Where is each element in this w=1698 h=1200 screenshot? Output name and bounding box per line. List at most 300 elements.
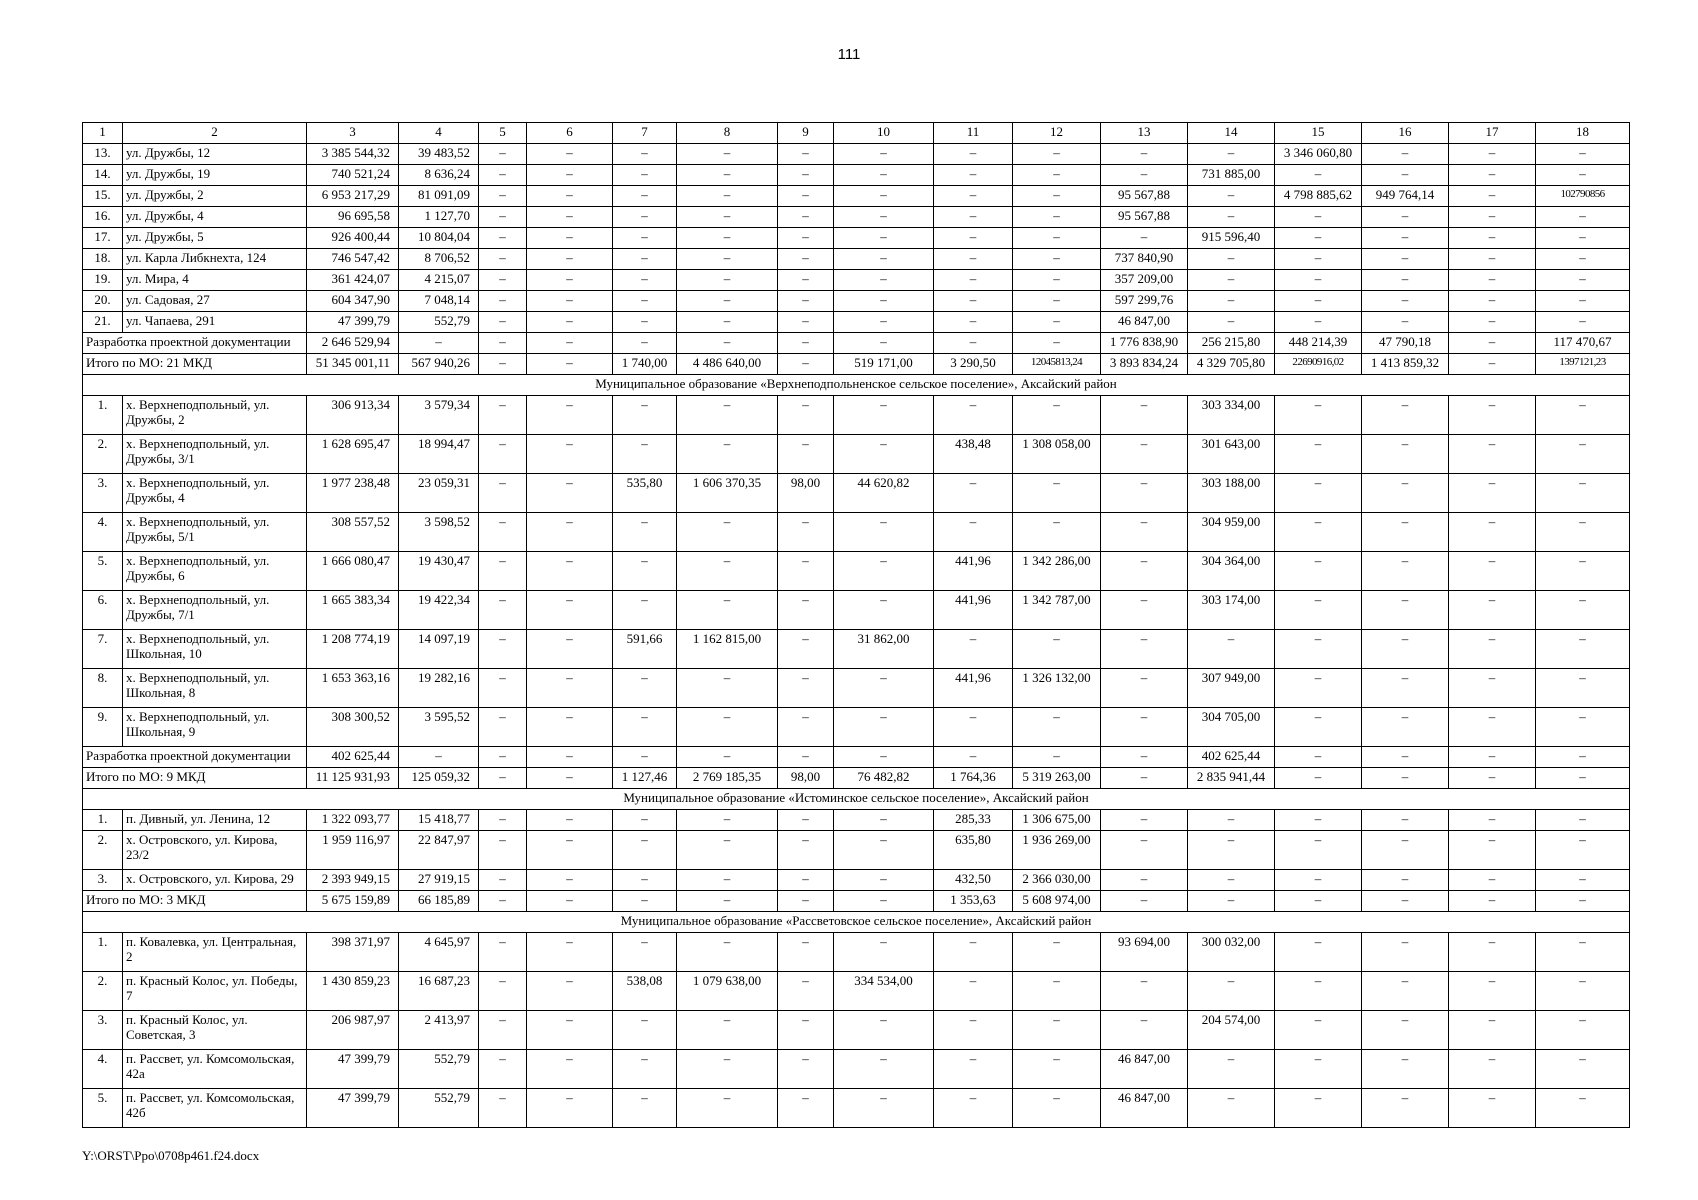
column-header: 5 (479, 123, 527, 144)
value-cell: 1 162 815,00 (677, 630, 778, 669)
value-cell: – (1275, 708, 1362, 747)
value-cell: 303 188,00 (1188, 474, 1275, 513)
row-number: 2. (83, 972, 123, 1011)
value-cell: – (1362, 291, 1449, 312)
value-cell: 538,08 (613, 972, 677, 1011)
value-cell: – (834, 291, 934, 312)
row-address: ул. Дружбы, 5 (123, 228, 307, 249)
value-cell: – (834, 513, 934, 552)
value-cell: – (677, 1050, 778, 1089)
value-cell: 46 847,00 (1101, 1089, 1188, 1128)
value-cell: – (479, 186, 527, 207)
value-cell: – (778, 228, 834, 249)
value-cell: 441,96 (934, 591, 1013, 630)
value-cell: 308 300,52 (307, 708, 399, 747)
value-cell: 2 769 185,35 (677, 768, 778, 789)
value-cell: 304 959,00 (1188, 513, 1275, 552)
value-cell: 1 628 695,47 (307, 435, 399, 474)
value-cell: 441,96 (934, 552, 1013, 591)
value-cell: 16 687,23 (399, 972, 479, 1011)
value-cell: 285,33 (934, 810, 1013, 831)
row-number: 5. (83, 1089, 123, 1128)
value-cell: 432,50 (934, 870, 1013, 891)
value-cell: – (527, 870, 613, 891)
value-cell: – (399, 333, 479, 354)
value-cell: – (1536, 891, 1630, 912)
value-cell: – (934, 1050, 1013, 1089)
row-address: х. Верхнеподпольный, ул. Школьная, 9 (123, 708, 307, 747)
value-cell: – (1362, 1089, 1449, 1128)
value-cell: – (1362, 144, 1449, 165)
value-cell: – (1101, 396, 1188, 435)
value-cell: – (1275, 669, 1362, 708)
value-cell: 2 413,97 (399, 1011, 479, 1050)
row-number: 15. (83, 186, 123, 207)
value-cell: – (778, 630, 834, 669)
value-cell: 19 422,34 (399, 591, 479, 630)
row-address: ул. Карла Либкнехта, 124 (123, 249, 307, 270)
value-cell: – (527, 144, 613, 165)
value-cell: – (613, 312, 677, 333)
table-row (83, 630, 1630, 669)
value-cell: 1 127,46 (613, 768, 677, 789)
value-cell: 95 567,88 (1101, 207, 1188, 228)
value-cell: – (1188, 810, 1275, 831)
value-cell: 125 059,32 (399, 768, 479, 789)
value-cell: – (834, 810, 934, 831)
value-cell: 5 319 263,00 (1013, 768, 1101, 789)
value-cell: – (1013, 1089, 1101, 1128)
value-cell: – (527, 291, 613, 312)
value-cell: – (1188, 870, 1275, 891)
value-cell: – (1101, 831, 1188, 870)
value-cell: – (677, 870, 778, 891)
value-cell: – (1101, 630, 1188, 669)
value-cell: – (1275, 810, 1362, 831)
value-cell: – (1275, 972, 1362, 1011)
value-cell: – (479, 165, 527, 186)
table-row (83, 291, 1630, 312)
value-cell: – (1013, 513, 1101, 552)
value-cell: 926 400,44 (307, 228, 399, 249)
summary-row (83, 768, 1630, 789)
value-cell: – (934, 333, 1013, 354)
value-cell: 8 636,24 (399, 165, 479, 186)
value-cell: – (1449, 810, 1536, 831)
value-cell: – (527, 186, 613, 207)
value-cell: 3 598,52 (399, 513, 479, 552)
value-cell: – (479, 669, 527, 708)
value-cell: 204 574,00 (1188, 1011, 1275, 1050)
column-header: 4 (399, 123, 479, 144)
value-cell: – (613, 228, 677, 249)
value-cell: – (1362, 630, 1449, 669)
value-cell: – (1536, 312, 1630, 333)
value-cell: – (1275, 768, 1362, 789)
value-cell: – (1536, 144, 1630, 165)
value-cell: – (934, 144, 1013, 165)
row-label: Итого по МО: 9 МКД (83, 768, 307, 789)
value-cell: – (1536, 870, 1630, 891)
value-cell: 3 346 060,80 (1275, 144, 1362, 165)
value-cell: – (527, 831, 613, 870)
value-cell: – (677, 333, 778, 354)
value-cell: 304 364,00 (1188, 552, 1275, 591)
column-header: 2 (123, 123, 307, 144)
value-cell: 915 596,40 (1188, 228, 1275, 249)
column-header: 12 (1013, 123, 1101, 144)
table-row (83, 831, 1630, 870)
value-cell: 3 385 544,32 (307, 144, 399, 165)
value-cell: – (1101, 972, 1188, 1011)
value-cell: – (934, 630, 1013, 669)
value-cell: 597 299,76 (1101, 291, 1188, 312)
value-cell: 96 695,58 (307, 207, 399, 228)
row-address: х. Верхнеподпольный, ул. Дружбы, 3/1 (123, 435, 307, 474)
value-cell: – (934, 270, 1013, 291)
value-cell: 1 764,36 (934, 768, 1013, 789)
table-row (83, 972, 1630, 1011)
table-row (83, 312, 1630, 333)
value-cell: – (934, 396, 1013, 435)
value-cell: – (1449, 630, 1536, 669)
value-cell: – (1449, 747, 1536, 768)
value-cell: 47 790,18 (1362, 333, 1449, 354)
value-cell: 22690916,02 (1275, 354, 1362, 375)
value-cell: – (778, 312, 834, 333)
value-cell: – (834, 591, 934, 630)
row-number: 19. (83, 270, 123, 291)
value-cell: – (1013, 972, 1101, 1011)
value-cell: – (1536, 291, 1630, 312)
value-cell: – (1188, 1050, 1275, 1089)
row-address: ул. Дружбы, 2 (123, 186, 307, 207)
value-cell: – (834, 933, 934, 972)
value-cell: – (1362, 831, 1449, 870)
value-cell: – (479, 591, 527, 630)
value-cell: – (1536, 474, 1630, 513)
value-cell: 1 342 787,00 (1013, 591, 1101, 630)
value-cell: – (677, 312, 778, 333)
value-cell: – (1275, 207, 1362, 228)
value-cell: – (479, 228, 527, 249)
value-cell: – (527, 630, 613, 669)
value-cell: – (1013, 186, 1101, 207)
row-number: 6. (83, 591, 123, 630)
value-cell: – (479, 1089, 527, 1128)
value-cell: – (1101, 891, 1188, 912)
value-cell: – (834, 207, 934, 228)
value-cell: – (613, 810, 677, 831)
value-cell: 6 953 217,29 (307, 186, 399, 207)
value-cell: – (527, 1011, 613, 1050)
value-cell: – (527, 552, 613, 591)
value-cell: 4 329 705,80 (1188, 354, 1275, 375)
value-cell: – (1449, 591, 1536, 630)
value-cell: – (677, 270, 778, 291)
value-cell: – (1101, 768, 1188, 789)
value-cell: – (1275, 291, 1362, 312)
value-cell: – (1536, 228, 1630, 249)
row-number: 4. (83, 513, 123, 552)
value-cell: – (1101, 669, 1188, 708)
value-cell: – (613, 1050, 677, 1089)
value-cell: – (677, 708, 778, 747)
value-cell: 591,66 (613, 630, 677, 669)
value-cell: – (778, 810, 834, 831)
value-cell: – (1362, 312, 1449, 333)
value-cell: – (1101, 552, 1188, 591)
row-number: 5. (83, 552, 123, 591)
value-cell: – (1188, 207, 1275, 228)
value-cell: 635,80 (934, 831, 1013, 870)
value-cell: – (834, 270, 934, 291)
value-cell: – (677, 228, 778, 249)
value-cell: 306 913,34 (307, 396, 399, 435)
value-cell: 300 032,00 (1188, 933, 1275, 972)
value-cell: 535,80 (613, 474, 677, 513)
value-cell: – (677, 249, 778, 270)
value-cell: – (1101, 474, 1188, 513)
value-cell: 1 606 370,35 (677, 474, 778, 513)
table-row (83, 669, 1630, 708)
row-address: х. Верхнеподпольный, ул. Дружбы, 5/1 (123, 513, 307, 552)
value-cell: – (778, 186, 834, 207)
value-cell: 3 290,50 (934, 354, 1013, 375)
value-cell: – (613, 186, 677, 207)
section-title: Муниципальное образование «Истоминское сельское поселение», Аксайский район (83, 789, 1630, 810)
value-cell: – (479, 1011, 527, 1050)
value-cell: 98,00 (778, 768, 834, 789)
value-cell: – (677, 933, 778, 972)
value-cell: – (834, 165, 934, 186)
value-cell: – (834, 228, 934, 249)
value-cell: – (834, 333, 934, 354)
value-cell: 12045813,24 (1013, 354, 1101, 375)
value-cell: 1397121,23 (1536, 354, 1630, 375)
value-cell: – (834, 831, 934, 870)
row-address: п. Дивный, ул. Ленина, 12 (123, 810, 307, 831)
value-cell: – (1188, 186, 1275, 207)
column-header: 9 (778, 123, 834, 144)
file-path-footer: Y:\ORST\Ppo\0708p461.f24.docx (82, 1148, 260, 1163)
value-cell: – (527, 207, 613, 228)
value-cell: 27 919,15 (399, 870, 479, 891)
value-cell: – (1275, 1011, 1362, 1050)
value-cell: – (934, 228, 1013, 249)
value-cell: 567 940,26 (399, 354, 479, 375)
value-cell: – (1013, 165, 1101, 186)
value-cell: – (1449, 144, 1536, 165)
value-cell: 2 835 941,44 (1188, 768, 1275, 789)
header-row (83, 123, 1630, 144)
value-cell: – (1362, 933, 1449, 972)
value-cell: – (778, 972, 834, 1011)
table-row (83, 1011, 1630, 1050)
column-header: 10 (834, 123, 934, 144)
value-cell: 1 308 058,00 (1013, 435, 1101, 474)
value-cell: – (934, 207, 1013, 228)
value-cell: 438,48 (934, 435, 1013, 474)
value-cell: – (1449, 228, 1536, 249)
value-cell: – (527, 396, 613, 435)
column-header: 8 (677, 123, 778, 144)
value-cell: – (1013, 228, 1101, 249)
value-cell: – (677, 291, 778, 312)
row-address: ул. Дружбы, 19 (123, 165, 307, 186)
value-cell: – (934, 933, 1013, 972)
value-cell: 47 399,79 (307, 1089, 399, 1128)
value-cell: 1 306 675,00 (1013, 810, 1101, 831)
value-cell: – (1362, 249, 1449, 270)
value-cell: – (479, 270, 527, 291)
value-cell: – (1275, 591, 1362, 630)
value-cell: – (1449, 831, 1536, 870)
column-header: 14 (1188, 123, 1275, 144)
value-cell: 1 322 093,77 (307, 810, 399, 831)
value-cell: – (479, 144, 527, 165)
row-address: п. Рассвет, ул. Комсомольская, 42б (123, 1089, 307, 1128)
value-cell: – (677, 591, 778, 630)
value-cell: – (834, 435, 934, 474)
row-address: ул. Садовая, 27 (123, 291, 307, 312)
value-cell: – (613, 207, 677, 228)
value-cell: – (778, 165, 834, 186)
value-cell: – (479, 354, 527, 375)
value-cell: – (1449, 165, 1536, 186)
column-header: 16 (1362, 123, 1449, 144)
row-number: 2. (83, 435, 123, 474)
value-cell: – (1013, 1050, 1101, 1089)
row-number: 4. (83, 1050, 123, 1089)
value-cell: – (479, 396, 527, 435)
value-cell: 4 486 640,00 (677, 354, 778, 375)
budget-table (82, 122, 1630, 1128)
row-number: 8. (83, 669, 123, 708)
value-cell: – (677, 144, 778, 165)
value-cell: – (1188, 270, 1275, 291)
value-cell: – (778, 1050, 834, 1089)
value-cell: – (527, 228, 613, 249)
value-cell: – (527, 312, 613, 333)
value-cell: – (778, 1089, 834, 1128)
value-cell: – (1275, 312, 1362, 333)
value-cell: – (1449, 186, 1536, 207)
row-address: ул. Мира, 4 (123, 270, 307, 291)
value-cell: – (834, 669, 934, 708)
value-cell: 15 418,77 (399, 810, 479, 831)
value-cell: 93 694,00 (1101, 933, 1188, 972)
section-title: Муниципальное образование «Рассветовское сельское поселение», Аксайский район (83, 912, 1630, 933)
value-cell: – (677, 552, 778, 591)
value-cell: 95 567,88 (1101, 186, 1188, 207)
value-cell: 1 653 363,16 (307, 669, 399, 708)
value-cell: – (677, 747, 778, 768)
value-cell: 746 547,42 (307, 249, 399, 270)
column-header: 1 (83, 123, 123, 144)
value-cell: – (613, 144, 677, 165)
value-cell: – (1362, 891, 1449, 912)
value-cell: – (677, 891, 778, 912)
value-cell: – (527, 768, 613, 789)
value-cell: – (1013, 312, 1101, 333)
value-cell: 8 706,52 (399, 249, 479, 270)
value-cell: – (1449, 552, 1536, 591)
value-cell: 4 645,97 (399, 933, 479, 972)
section-row (83, 912, 1630, 933)
value-cell: – (613, 291, 677, 312)
value-cell: – (778, 891, 834, 912)
value-cell: – (934, 249, 1013, 270)
value-cell: – (677, 513, 778, 552)
row-number: 18. (83, 249, 123, 270)
value-cell: – (1536, 513, 1630, 552)
value-cell: 256 215,80 (1188, 333, 1275, 354)
value-cell: 98,00 (778, 474, 834, 513)
value-cell: 10 804,04 (399, 228, 479, 249)
row-number: 14. (83, 165, 123, 186)
row-address: п. Рассвет, ул. Комсомольская, 42а (123, 1050, 307, 1089)
value-cell: 19 282,16 (399, 669, 479, 708)
value-cell: 1 208 774,19 (307, 630, 399, 669)
value-cell: 1 353,63 (934, 891, 1013, 912)
value-cell: – (1536, 1089, 1630, 1128)
value-cell: 4 798 885,62 (1275, 186, 1362, 207)
row-number: 7. (83, 630, 123, 669)
value-cell: 14 097,19 (399, 630, 479, 669)
value-cell: – (778, 333, 834, 354)
value-cell: 402 625,44 (307, 747, 399, 768)
column-header: 7 (613, 123, 677, 144)
value-cell: – (613, 591, 677, 630)
value-cell: – (1362, 1050, 1449, 1089)
value-cell: 47 399,79 (307, 1050, 399, 1089)
value-cell: 949 764,14 (1362, 186, 1449, 207)
value-cell: 737 840,90 (1101, 249, 1188, 270)
row-number: 3. (83, 870, 123, 891)
value-cell: 402 625,44 (1188, 747, 1275, 768)
value-cell: – (1101, 708, 1188, 747)
value-cell: 19 430,47 (399, 552, 479, 591)
value-cell: – (677, 810, 778, 831)
value-cell: – (1449, 291, 1536, 312)
value-cell: – (1362, 708, 1449, 747)
value-cell: – (834, 1050, 934, 1089)
value-cell: – (527, 165, 613, 186)
table-row (83, 552, 1630, 591)
value-cell: – (1362, 513, 1449, 552)
section-row (83, 375, 1630, 396)
value-cell: 303 174,00 (1188, 591, 1275, 630)
value-cell: – (527, 249, 613, 270)
column-header: 6 (527, 123, 613, 144)
value-cell: – (1013, 270, 1101, 291)
section-row (83, 789, 1630, 810)
value-cell: – (527, 1089, 613, 1128)
row-address: х. Островского, ул. Кирова, 23/2 (123, 831, 307, 870)
value-cell: – (1275, 831, 1362, 870)
value-cell: – (613, 1089, 677, 1128)
value-cell: 303 334,00 (1188, 396, 1275, 435)
value-cell: – (934, 165, 1013, 186)
value-cell: – (778, 354, 834, 375)
value-cell: – (1188, 972, 1275, 1011)
value-cell: – (479, 768, 527, 789)
table-row (83, 186, 1630, 207)
value-cell: 552,79 (399, 1089, 479, 1128)
value-cell: 1 959 116,97 (307, 831, 399, 870)
value-cell: – (1449, 768, 1536, 789)
